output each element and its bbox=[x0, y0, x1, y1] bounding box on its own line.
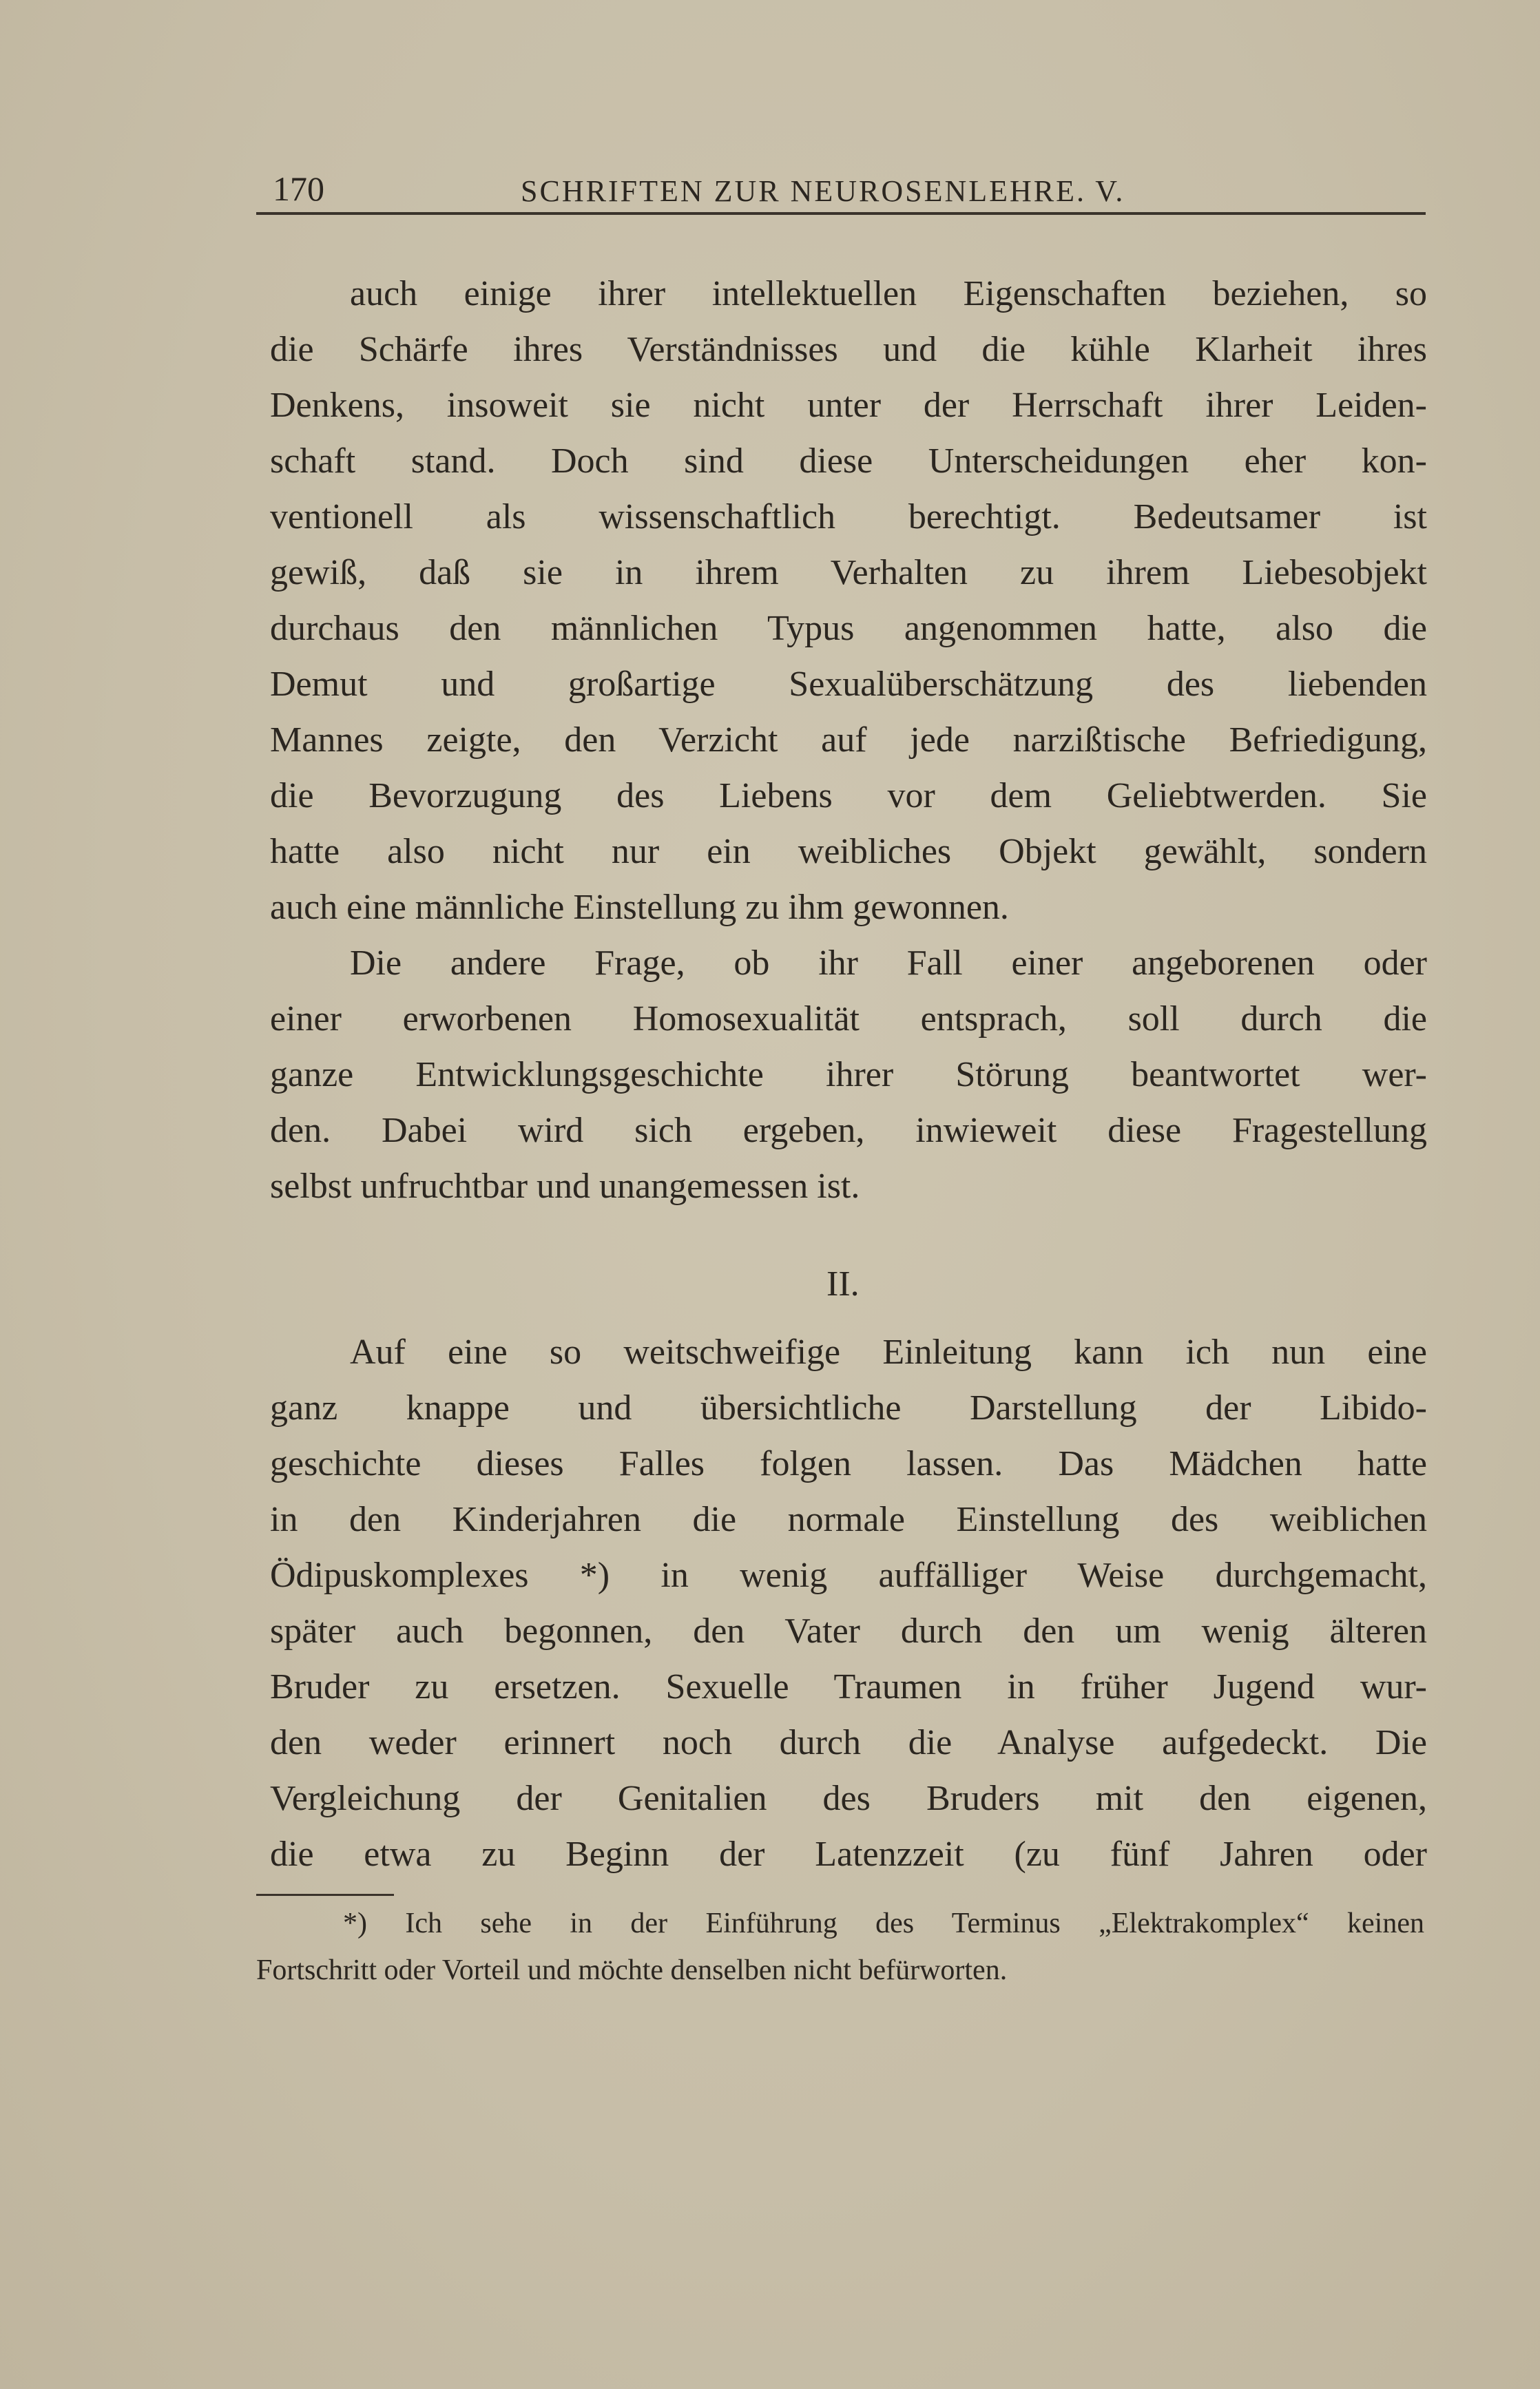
text-line: Mannes zeigte, den Verzicht auf jede narzißtische Befriedigung, bbox=[270, 720, 1427, 760]
text-line: auch einige ihrer intellektuellen Eigenschaften beziehen, so bbox=[350, 274, 1427, 313]
footnote-line: *) Ich sehe in der Einführung des Terminus „Elektrakomplex“ keinen bbox=[343, 1908, 1424, 1939]
text-line: gewiß, daß sie in ihrem Verhalten zu ihrem Liebesobjekt bbox=[270, 553, 1427, 592]
section-heading: II. bbox=[826, 1264, 860, 1304]
text-line: später auch begonnen, den Vater durch den um wenig älteren bbox=[270, 1611, 1427, 1651]
text-line: Vergleichung der Genitalien des Bruders mit den eigenen, bbox=[270, 1779, 1427, 1818]
text-line: den. Dabei wird sich ergeben, inwieweit diese Fragestellung bbox=[270, 1111, 1427, 1150]
text-line: durchaus den männlichen Typus angenommen hatte, also die bbox=[270, 609, 1427, 648]
text-line: Bruder zu ersetzen. Sexuelle Traumen in früher Jugend wur- bbox=[270, 1667, 1427, 1707]
text-line: schaft stand. Doch sind diese Unterscheidungen eher kon- bbox=[270, 441, 1427, 481]
page-number: 170 bbox=[273, 169, 324, 208]
text-line: Auf eine so weitschweifige Einleitung kann ich nun eine bbox=[350, 1333, 1427, 1372]
text-line: in den Kinderjahren die normale Einstellung des weiblichen bbox=[270, 1500, 1427, 1539]
text-line: Ödipuskomplexes *) in wenig auffälliger Weise durchgemacht, bbox=[270, 1556, 1427, 1595]
footnote-rule bbox=[256, 1894, 394, 1896]
text-line: ganze Entwicklungsgeschichte ihrer Störung beantwortet wer- bbox=[270, 1055, 1427, 1094]
text-line: Demut und großartige Sexualüberschätzung des liebenden bbox=[270, 665, 1427, 704]
running-title: SCHRIFTEN ZUR NEUROSENLEHRE. V. bbox=[521, 174, 1125, 208]
text-line: die etwa zu Beginn der Latenzzeit (zu fünf Jahren oder bbox=[270, 1835, 1427, 1874]
footnote-line: Fortschritt oder Vorteil und möchte denselben nicht befürworten. bbox=[256, 1954, 1008, 1986]
text-line: selbst unfruchtbar und unangemessen ist. bbox=[270, 1167, 860, 1206]
text-line: hatte also nicht nur ein weibliches Objekt gewählt, sondern bbox=[270, 832, 1427, 871]
text-line: geschichte dieses Falles folgen lassen. Das Mädchen hatte bbox=[270, 1444, 1427, 1483]
text-line: Denkens, insoweit sie nicht unter der Herrschaft ihrer Leiden- bbox=[270, 386, 1427, 425]
text-line: auch eine männliche Einstellung zu ihm gewonnen. bbox=[270, 888, 1009, 927]
text-line: ganz knappe und übersichtliche Darstellung der Libido- bbox=[270, 1388, 1427, 1428]
text-line: einer erworbenen Homosexualität entsprach, soll durch die bbox=[270, 999, 1427, 1039]
text-line: ventionell als wissenschaftlich berechtigt. Bedeutsamer ist bbox=[270, 497, 1427, 536]
text-line: die Bevorzugung des Liebens vor dem Geliebtwerden. Sie bbox=[270, 776, 1427, 815]
text-line: den weder erinnert noch durch die Analyse aufgedeckt. Die bbox=[270, 1723, 1427, 1762]
text-line: Die andere Frage, ob ihr Fall einer angeborenen oder bbox=[350, 943, 1427, 983]
header-rule bbox=[256, 212, 1426, 215]
text-line: die Schärfe ihres Verständnisses und die kühle Klarheit ihres bbox=[270, 330, 1427, 369]
